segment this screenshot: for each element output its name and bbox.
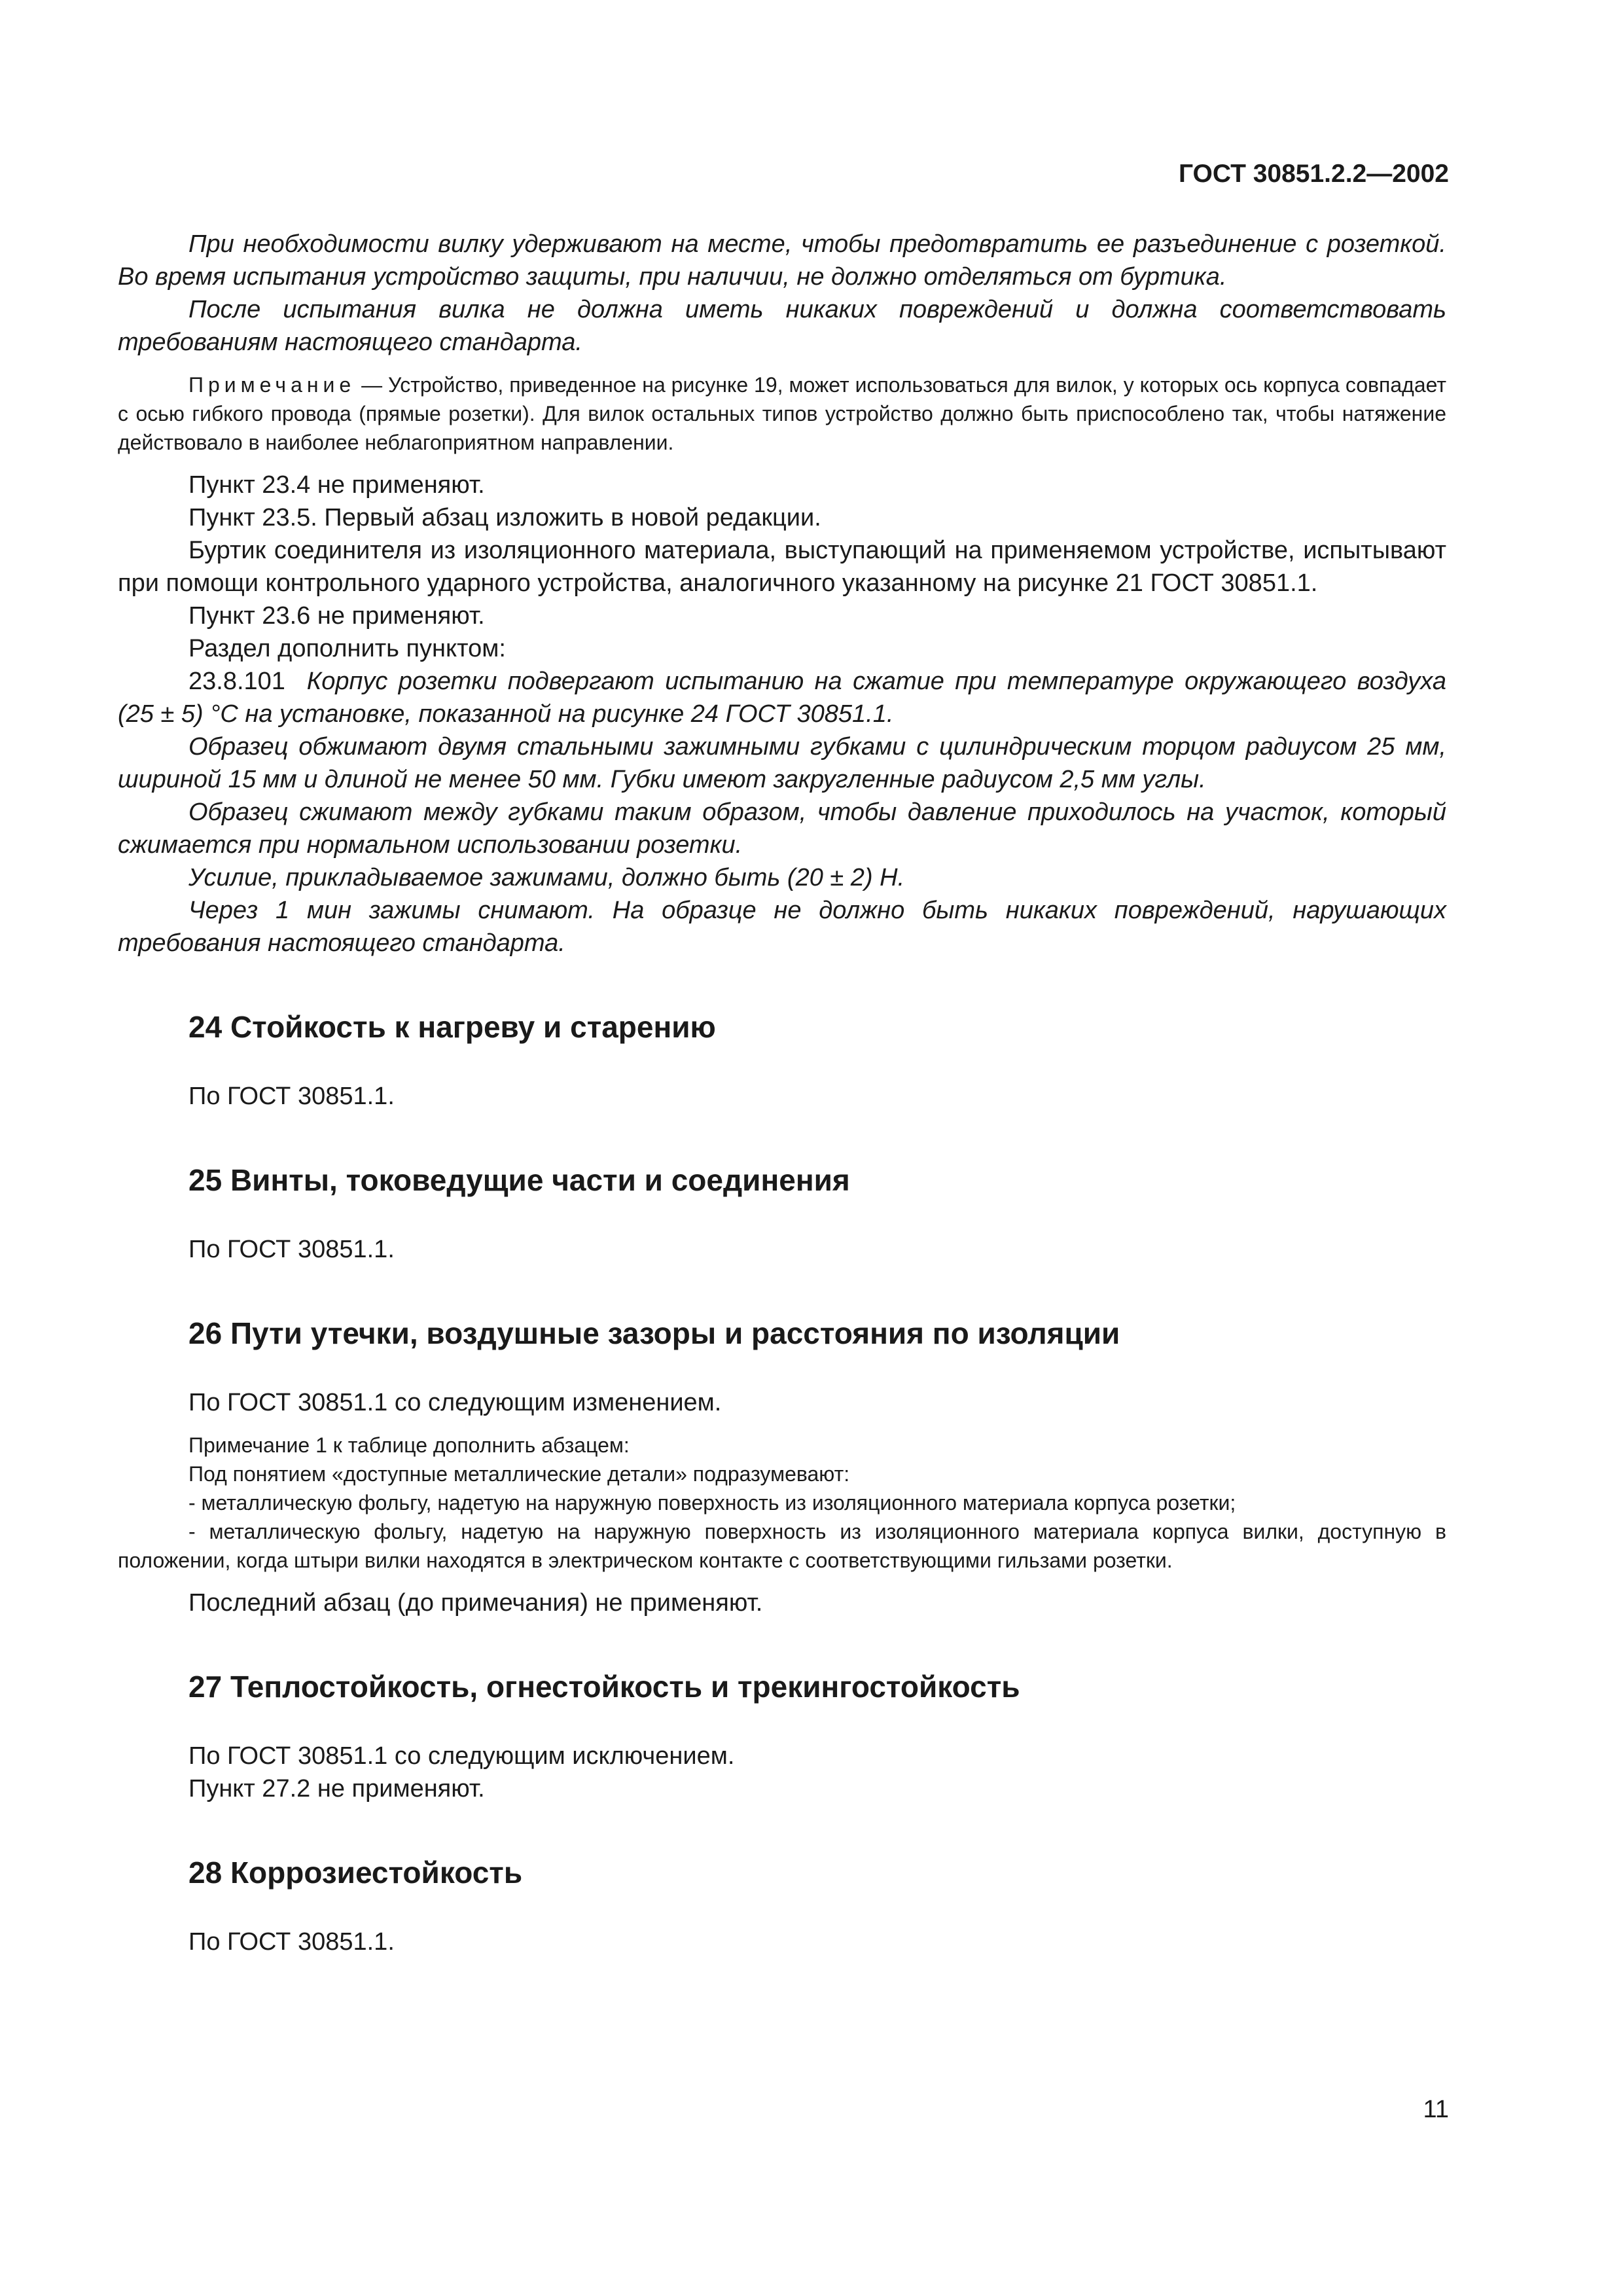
paragraph-force: Усилие, прикладываемое зажимами, должно быть (20 ± 2) Н. xyxy=(188,864,905,891)
paragraph-plug-hold: При необходимости вилку удерживают на месте, чтобы предотвратить ее разъединение с розеткой. Во время испытания устройство защиты, при наличии, не должно отделяться от буртика. xyxy=(118,230,1446,291)
paragraph-compress: Образец сжимают между губками таким образом, чтобы давление приходилось на участок, который сжимается при нормальном использовании розетки. xyxy=(118,798,1446,859)
note-text: — Устройство, приведенное на рисунке 19, может использоваться для вилок, у которых ось корпуса совпадает с осью гибкого провода (прямые розетки). Для вилок остальных типов устройство должно быть приспособлено так, чтобы натяжение действовало в наиболее неблагоприятном направлении. xyxy=(118,373,1446,454)
paragraph-release: Через 1 мин зажимы снимают. На образце не должно быть никаких повреждений, нарушающих требования настоящего стандарта. xyxy=(118,897,1446,957)
paragraph-23-5: Пункт 23.5. Первый абзац изложить в новой редакции. xyxy=(188,504,821,531)
section-27-line: Пункт 27.2 не применяют. xyxy=(188,1775,485,1803)
section-25-heading: 25 Винты, токоведущие части и соединения xyxy=(188,1163,850,1197)
note-device-figure-19 xyxy=(118,370,1446,457)
section-26-note-line: - металлическую фольгу, надетую на наружную поверхность из изоляционного материала корпуса вилки, доступную в положении, когда штыри вилки находятся в электрическом контакте с соответствующими гильзами розетки. xyxy=(118,1520,1446,1572)
page-content xyxy=(118,228,1446,1958)
section-26-note-line: Под понятием «доступные металлические детали» подразумевают: xyxy=(188,1462,850,1486)
section-24-heading: 24 Стойкость к нагреву и старению xyxy=(188,1010,716,1044)
paragraph-add-clause: Раздел дополнить пунктом: xyxy=(188,635,506,662)
paragraph-23-6: Пункт 23.6 не применяют. xyxy=(188,602,485,630)
paragraph-after-test: После испытания вилка не должна иметь никаких повреждений и должна соответствовать требованиям настоящего стандарта. xyxy=(118,296,1446,356)
paragraph-23-4: Пункт 23.4 не применяют. xyxy=(188,471,485,499)
clause-number: 23.8.101 xyxy=(188,668,285,695)
clause-text: Корпус розетки подвергают испытанию на сжатие при температуре окружающего воздуха (25 ± 5) °С на установке, показанной на рисунке 24 ГОСТ 30851.1. xyxy=(118,668,1446,728)
section-26-body: По ГОСТ 30851.1 со следующим изменением. xyxy=(188,1389,722,1416)
paragraph-collar-test: Буртик соединителя из изоляционного материала, выступающий на применяемом устройстве, испытывают при помощи контрольного ударного устройства, аналогичного указанному на рисунке 21 ГОСТ 30851.1. xyxy=(118,537,1446,597)
section-25-body: По ГОСТ 30851.1. xyxy=(188,1236,395,1263)
section-26-note-line: Примечание 1 к таблице дополнить абзацем: xyxy=(188,1433,630,1457)
section-27-heading: 27 Теплостойкость, огнестойкость и трекингостойкость xyxy=(188,1670,1020,1704)
paragraph-jaws: Образец обжимают двумя стальными зажимными губками с цилиндрическим торцом радиусом 25 мм, шириной 15 мм и длиной не менее 50 мм. Губки имеют закругленные радиусом 2,5 мм углы. xyxy=(118,733,1446,793)
note-label: Примечание xyxy=(188,373,356,397)
section-26-note-line: - металлическую фольгу, надетую на наружную поверхность из изоляционного материала корпуса розетки; xyxy=(188,1491,1236,1515)
section-24-body: По ГОСТ 30851.1. xyxy=(188,1083,395,1110)
section-28-heading: 28 Коррозиестойкость xyxy=(188,1856,523,1890)
section-28-body: По ГОСТ 30851.1. xyxy=(188,1928,395,1956)
section-27-line: По ГОСТ 30851.1 со следующим исключением. xyxy=(188,1742,735,1770)
clause-23-8-101 xyxy=(118,665,1446,730)
document-code-header: ГОСТ 30851.2.2—2002 xyxy=(1178,160,1449,188)
section-26-heading: 26 Пути утечки, воздушные зазоры и расстояния по изоляции xyxy=(188,1316,1120,1350)
section-26-last-paragraph: Последний абзац (до примечания) не применяют. xyxy=(188,1589,763,1617)
page-number: 11 xyxy=(1423,2096,1449,2123)
